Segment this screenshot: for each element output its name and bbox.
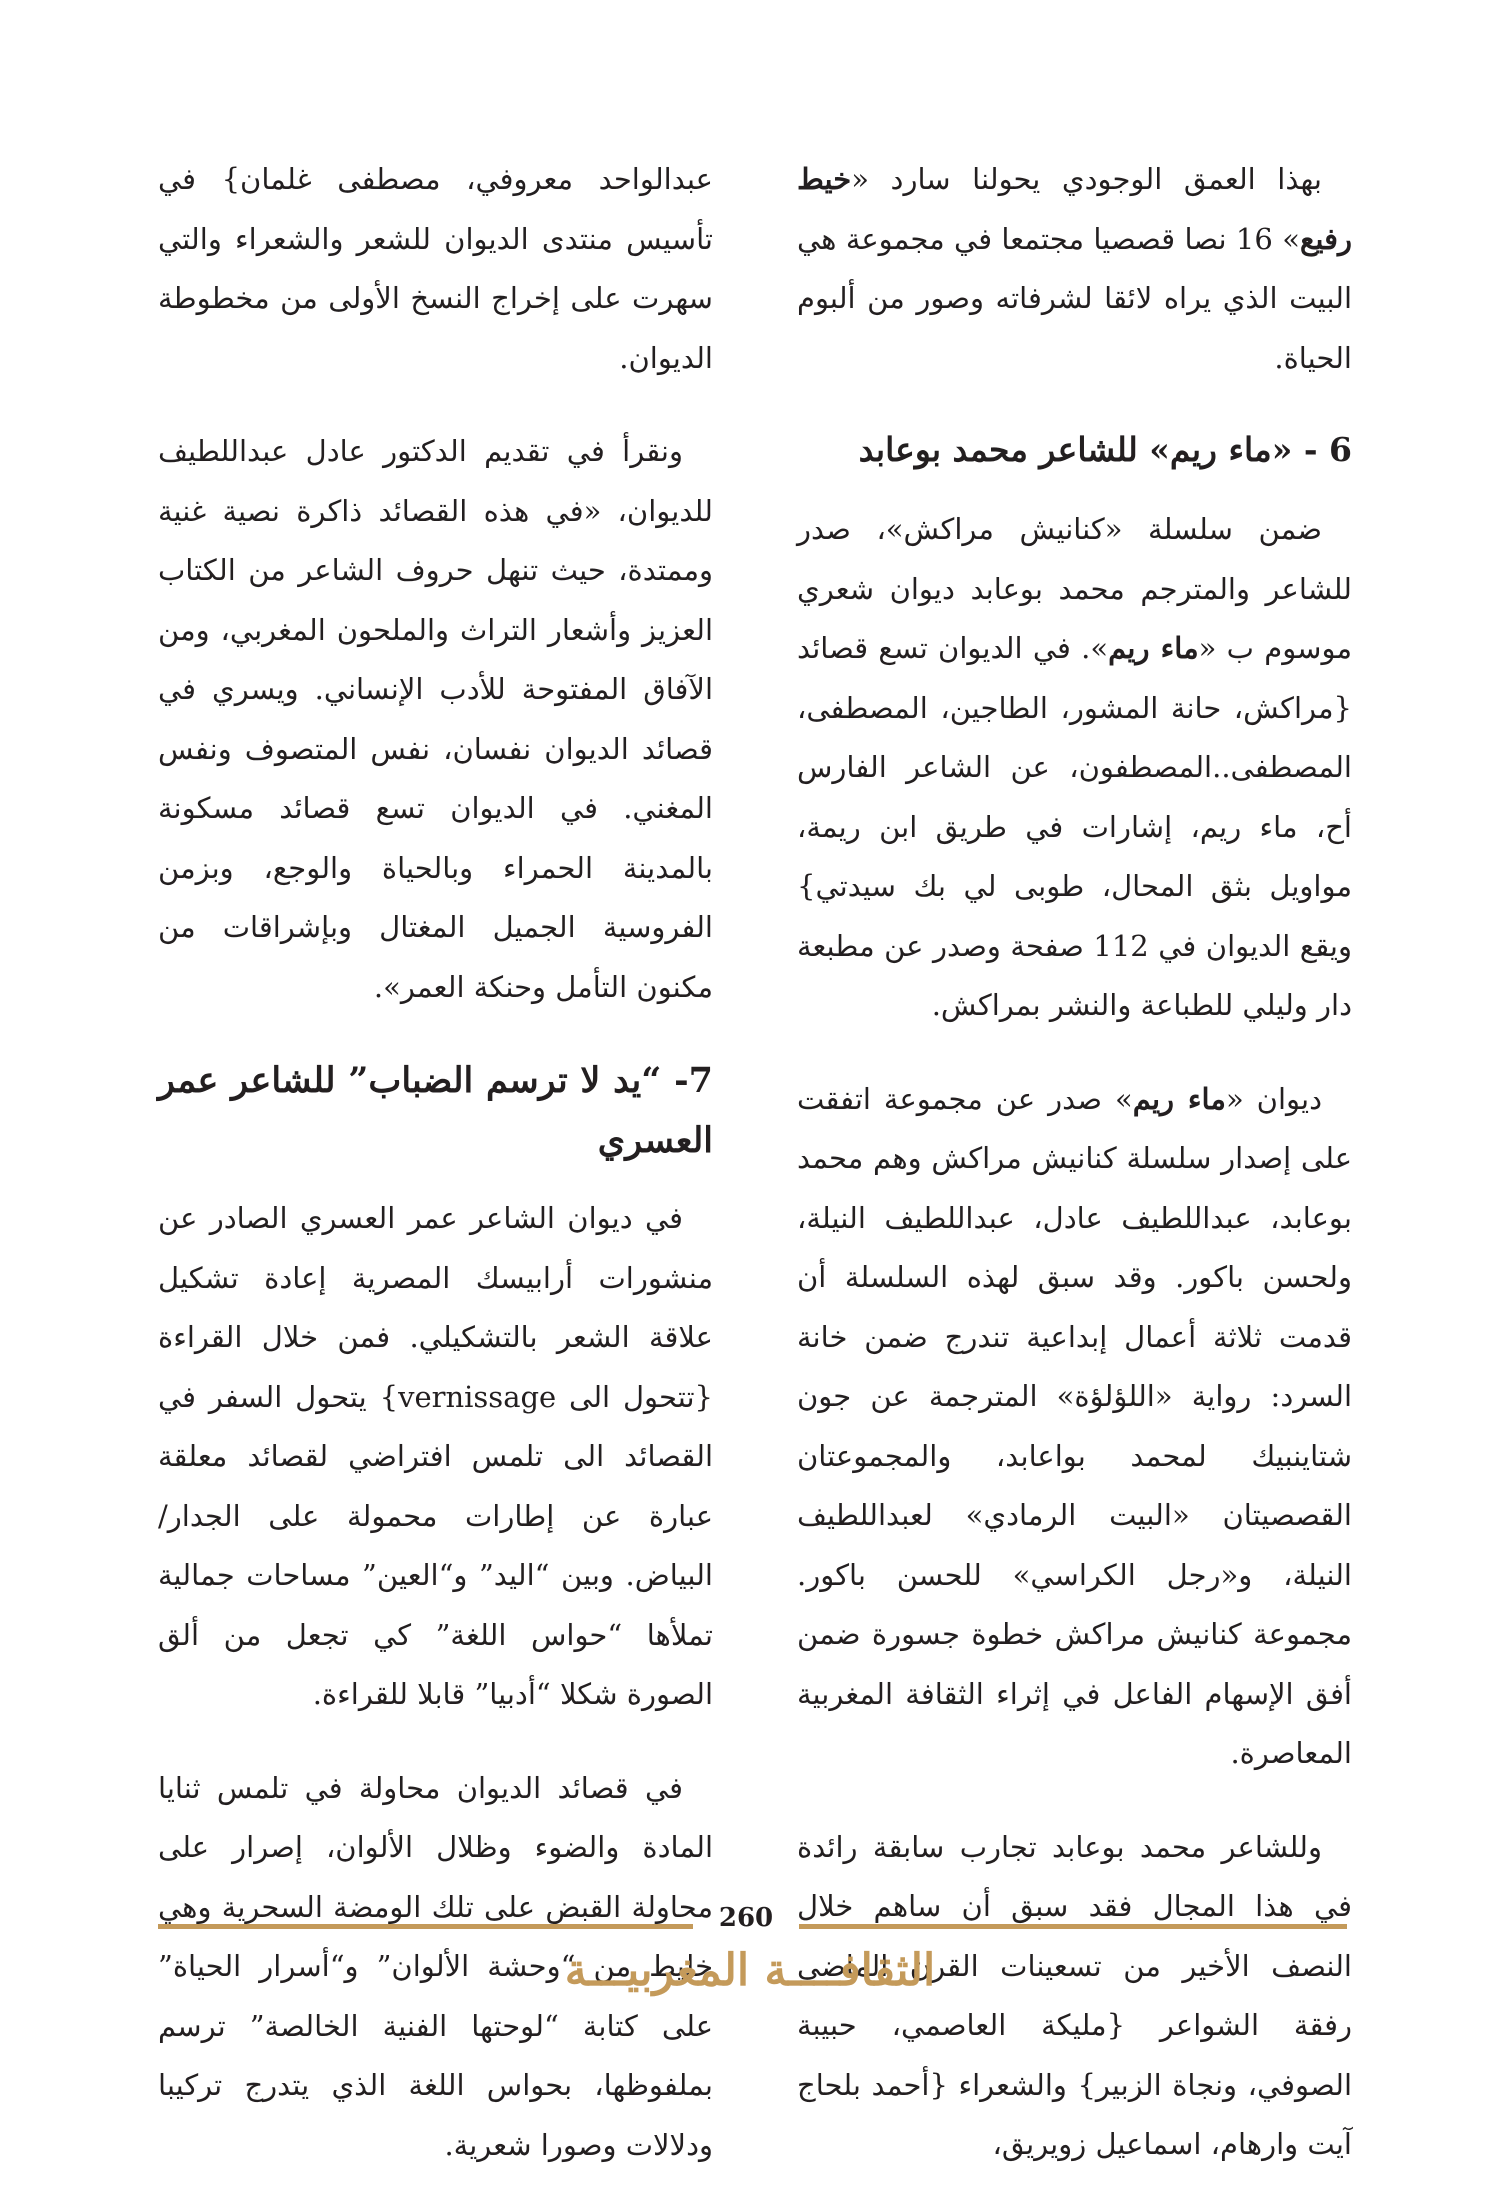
paragraph: في ديوان الشاعر عمر العسري الصادر عن منشورات أرابيسك المصرية إعادة تشكيل علاقة الشعر بالتشكيلي. فمن خلال القراءة {تتحول الى vernissage} يتحول السفر في القصائد الى تلمس افتراضي لقصائد معلقة عبارة عن إطارات محمولة على الجدار/ البياض. وبين “اليد” و“العين” مساحات جمالية تملأها “حواس اللغة” كي تجعل من ألق الصورة شكلا “أدبيا” قابلا للقراءة.	[158, 1201, 714, 1711]
paragraph: بهذا العمق الوجودي يحولنا سارد «خيط رفيع» 16 نصا قصصيا مجتمعا في مجموعة هي البيت الذي يراه لائقا لشرفاته وصور من ألبوم الحياة.	[797, 162, 1352, 375]
paragraph: ضمن سلسلة «كنانيش مراكش»، صدر للشاعر والمترجم محمد بوعابد ديوان شعري موسوم ب «ماء ريم». في الديوان تسع قصائد {مراكش، حانة المشور، الطاجين، المصطفى، المصطفى..المصطفون، عن الشاعر الفارس أح، ماء ريم، إشارات في طريق ابن ريمة، مواويل بثق المحال، طوبى لي بك سيدتي} ويقع الديوان في 112 صفحة وصدر عن مطبعة دار وليلي للطباعة والنشر بمراكش.	[797, 512, 1352, 1022]
page-number: 260	[718, 1903, 774, 1933]
paragraph: في قصائد الديوان محاولة في تلمس ثنايا المادة والضوء وظلال الألوان، إصرار على محاولة القبض على تلك الومضة السحرية وهي خليط من “وحشة الألوان” و“أسرار الحياة” على كتابة “لوحتها الفنية الخالصة” ترسم بملفوظها، بحواس اللغة الذي يتدرج تركيبا ودلالات وصورا شعرية.	[158, 1770, 713, 2162]
magazine-title: الثقافــــة المغربيـــة	[564, 1945, 936, 1996]
paragraph: ونقرأ في تقديم الدكتور عادل عبداللطيف للديوان، «في هذه القصائد ذاكرة نصية غنية وممتدة، حيث تنهل حروف الشاعر من الكتاب العزيز وأشعار التراث والملحون المغربي، ومن الآفاق المفتوحة للأدب الإنساني. ويسري في قصائد الديوان نفسان، نفس المتصوف ونفس المغني. في الديوان تسع قصائد مسكونة بالمدينة الحمراء وبالحياة والوجع، وبزمن الفروسية الجميل المغتال وبإشراقات من مكنون التأمل وحنكة العمر».	[158, 434, 713, 1004]
section-heading-7: 7- “يد لا ترسم الضباب” للشاعر عمر العسري	[158, 1060, 713, 1161]
book-title: ماء ريم	[1132, 1081, 1226, 1116]
book-title: خيط رفيع	[797, 162, 1352, 256]
section-heading-6: 6 - «ماء ريم» للشاعر محمد بوعابد	[858, 430, 1352, 469]
right-column	[797, 150, 1352, 2209]
book-title: ماء ريم	[1108, 631, 1199, 665]
left-column	[158, 150, 713, 2209]
paragraph: ديوان «ماء ريم» صدر عن مجموعة اتفقت على إصدار سلسلة كنانيش مراكش وهم محمد بوعابد، عبداللطيف عادل، عبداللطيف النيلة، ولحسن باكور. وقد سبق لهذه السلسلة أن قدمت ثلاثة أعمال إبداعية تندرج ضمن خانة السرد: رواية «اللؤلؤة» المترجمة عن جون شتاينبيك لمحمد بواعابد، والمجموعتان القصصيتان «البيت الرمادي» لعبداللطيف النيلة، و«رجل الكراسي» للحسن باكور. مجموعة كنانيش مراكش خطوة جسورة ضمن أفق الإسهام الفاعل في إثراء الثقافة المغربية المعاصرة.	[797, 1081, 1352, 1770]
paragraph: وللشاعر محمد بوعابد تجارب سابقة رائدة في هذا المجال فقد سبق أن ساهم خلال النصف الأخير من تسعينات القرن الماضي رفقة الشواعر {مليكة العاصمي، حبيبة الصوفي، ونجاة الزبير} والشعراء {أحمد بلحاج آيت وارهام، اسماعيل زويريق،	[797, 1829, 1352, 2161]
footer-rule-left	[158, 1924, 693, 1929]
footer-rule-right	[799, 1924, 1347, 1929]
paragraph: عبدالواحد معروفي، مصطفى غلمان} في تأسيس منتدى الديوان للشعر والشعراء والتي سهرت على إخراج النسخ الأولى من مخطوطة الديوان.	[158, 162, 713, 375]
